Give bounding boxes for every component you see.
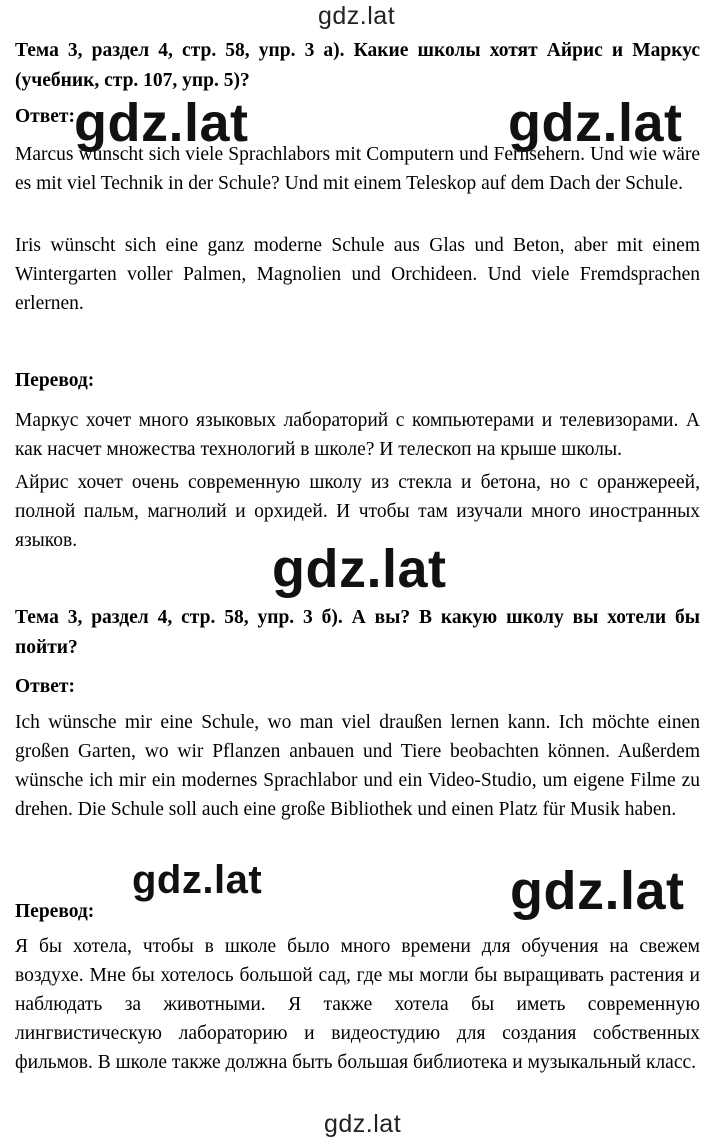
task1-answer-paragraph-2: Iris wünscht sich eine ganz moderne Schule aus Glas und Beton, aber mit einem Wintergarten voller Palmen, Magnolien und Orchideen. Und viele Fremdsprachen erlernen.: [15, 235, 700, 314]
watermark-bottom: gdz.lat: [324, 1110, 402, 1138]
watermark-overlay-center: gdz.lat: [272, 539, 447, 599]
task1-translation-paragraph-2: Айрис хочет очень современную школу из стекла и бетона, но с оранжереей, полной пальм, магнолий и орхидей. И чтобы там изучали много иностранных языков.: [15, 472, 700, 551]
task2-heading: Тема 3, раздел 4, стр. 58, упр. 3 б). А вы? В какую школу вы хотели бы пойти?: [15, 607, 700, 658]
task1-heading-ref: Тема 3, раздел 4, стр. 58, упр. 3 а): [15, 40, 340, 61]
watermark-overlay-lower-left: gdz.lat: [132, 858, 263, 902]
task2-translation-label: Перевод:: [15, 901, 95, 922]
task1-answer-paragraph-1: Marcus wünscht sich viele Sprachlabors mit Computern und Fernsehern. Und wie wäre es mit viel Technik in der Schule? Und mit einem Teleskop auf dem Dach der Schule.: [15, 144, 700, 194]
task1-translation-paragraph-1: Маркус хочет много языковых лабораторий с компьютерами и телевизорами. А как насчет множества технологий в школе? И телескоп на крыше школы.: [15, 410, 700, 460]
watermark-overlay-right: gdz.lat: [508, 93, 683, 153]
watermark-top: gdz.lat: [318, 2, 396, 30]
watermark-overlay-lower-right: gdz.lat: [510, 861, 685, 921]
watermark-overlay-left: gdz.lat: [74, 93, 249, 153]
task1-answer-label: Ответ:: [15, 106, 76, 127]
task1-heading-question: . Какие школы хотят Айрис и Маркус (учебник, стр. 107, упр. 5)?: [15, 40, 700, 91]
task1-translation-label: Перевод:: [15, 370, 95, 391]
task2-answer-paragraph-1: Ich wünsche mir eine Schule, wo man viel draußen lernen kann. Ich möchte einen großen Garten, wo wir Pflanzen anbauen und Tiere beobachten können. Außerdem wünsche ich mir ein modernes Sprachlabor und ein Video-Studio, um eigene Filme zu drehen. Die Schule soll auch eine große Bibliothek und einen Platz für Musik haben.: [15, 712, 700, 820]
task1-heading: [15, 36, 700, 96]
task2-answer-label: Ответ:: [15, 676, 76, 697]
task2-translation-paragraph-1: Я бы хотела, чтобы в школе было много времени для обучения на свежем воздухе. Мне бы хотелось большой сад, где мы могли бы выращивать растения и наблюдать за животными. Я также хотела бы иметь современную лингвистическую лабораторию и видеостудию для создания собственных фильмов. В школе также должна быть большая библиотека и музыкальный класс.: [15, 936, 700, 1073]
